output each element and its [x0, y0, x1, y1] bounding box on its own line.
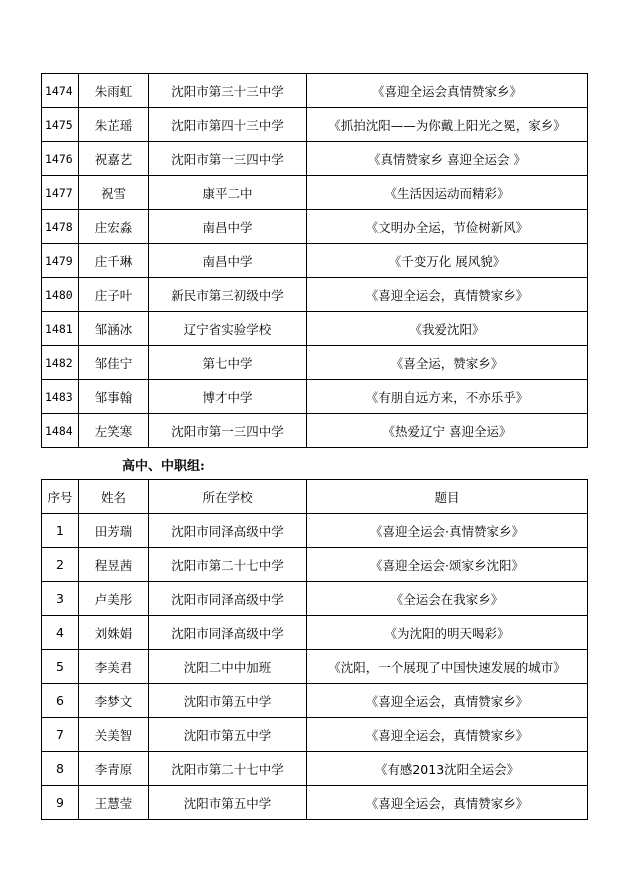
- cell-school: 沈阳市第五中学: [149, 718, 307, 752]
- table-row: [42, 414, 588, 448]
- cell-title: 《抓拍沈阳——为你戴上阳光之冕，家乡》: [307, 108, 588, 142]
- table-row: [42, 74, 588, 108]
- table-row: [42, 278, 588, 312]
- table-header-row: [42, 480, 588, 514]
- cell-name: 邹涵冰: [79, 312, 149, 346]
- cell-name: 祝嘉艺: [79, 142, 149, 176]
- cell-title: 《有感2013沈阳全运会》: [307, 752, 588, 786]
- cell-name: 邹佳宁: [79, 346, 149, 380]
- cell-school: 辽宁省实验学校: [149, 312, 307, 346]
- cell-title: 《喜迎全运会，真情赞家乡》: [307, 684, 588, 718]
- header-number: 序号: [42, 480, 79, 514]
- cell-number: 7: [42, 718, 79, 752]
- cell-title: 《为沈阳的明天喝彩》: [307, 616, 588, 650]
- cell-name: 邹事翰: [79, 380, 149, 414]
- table-row: [42, 582, 588, 616]
- cell-number: 3: [42, 582, 79, 616]
- cell-title: 《文明办全运，节俭树新风》: [307, 210, 588, 244]
- cell-school: 新民市第三初级中学: [149, 278, 307, 312]
- cell-number: 4: [42, 616, 79, 650]
- cell-title: 《喜迎全运会·真情赞家乡》: [307, 514, 588, 548]
- cell-name: 左笑寒: [79, 414, 149, 448]
- cell-number: 1475: [42, 108, 79, 142]
- cell-name: 庄千琳: [79, 244, 149, 278]
- cell-title: 《沈阳，一个展现了中国快速发展的城市》: [307, 650, 588, 684]
- cell-school: 沈阳市同泽高级中学: [149, 616, 307, 650]
- header-name: 姓名: [79, 480, 149, 514]
- cell-number: 1480: [42, 278, 79, 312]
- cell-number: 9: [42, 786, 79, 820]
- cell-school: 沈阳市第五中学: [149, 786, 307, 820]
- table-row: [42, 380, 588, 414]
- cell-title: 《喜迎全运会真情赞家乡》: [307, 74, 588, 108]
- cell-title: 《喜迎全运会，真情赞家乡》: [307, 278, 588, 312]
- table-row: [42, 108, 588, 142]
- table-row: [42, 786, 588, 820]
- cell-school: 沈阳市第一三四中学: [149, 414, 307, 448]
- cell-school: 博才中学: [149, 380, 307, 414]
- cell-title: 《有朋自远方来，不亦乐乎》: [307, 380, 588, 414]
- header-school: 所在学校: [149, 480, 307, 514]
- cell-number: 1474: [42, 74, 79, 108]
- table-row: [42, 312, 588, 346]
- cell-name: 王慧莹: [79, 786, 149, 820]
- cell-school: 沈阳市第一三四中学: [149, 142, 307, 176]
- table-row: [42, 650, 588, 684]
- cell-name: 关美智: [79, 718, 149, 752]
- cell-name: 田芳瑞: [79, 514, 149, 548]
- middle-school-award-table: [41, 73, 588, 448]
- table-row: [42, 142, 588, 176]
- cell-name: 李青原: [79, 752, 149, 786]
- cell-school: 沈阳市同泽高级中学: [149, 582, 307, 616]
- table-row: [42, 718, 588, 752]
- cell-name: 程昱茜: [79, 548, 149, 582]
- cell-number: 2: [42, 548, 79, 582]
- cell-number: 1479: [42, 244, 79, 278]
- cell-number: 1: [42, 514, 79, 548]
- cell-school: 沈阳二中中加班: [149, 650, 307, 684]
- table-row: [42, 514, 588, 548]
- cell-school: 沈阳市第二十七中学: [149, 548, 307, 582]
- cell-title: 《生活因运动而精彩》: [307, 176, 588, 210]
- cell-number: 6: [42, 684, 79, 718]
- cell-school: 沈阳市第三十三中学: [149, 74, 307, 108]
- cell-title: 《热爱辽宁 喜迎全运》: [307, 414, 588, 448]
- table-row: [42, 684, 588, 718]
- cell-name: 卢美彤: [79, 582, 149, 616]
- cell-school: 沈阳市第五中学: [149, 684, 307, 718]
- table-row: [42, 210, 588, 244]
- cell-number: 1481: [42, 312, 79, 346]
- cell-title: 《喜迎全运会，真情赞家乡》: [307, 786, 588, 820]
- cell-school: 沈阳市第四十三中学: [149, 108, 307, 142]
- cell-title: 《千变万化 展风貌》: [307, 244, 588, 278]
- cell-number: 5: [42, 650, 79, 684]
- cell-name: 庄子叶: [79, 278, 149, 312]
- cell-name: 李梦文: [79, 684, 149, 718]
- table-row: [42, 244, 588, 278]
- cell-name: 朱雨虹: [79, 74, 149, 108]
- cell-school: 沈阳市第二十七中学: [149, 752, 307, 786]
- cell-name: 祝雪: [79, 176, 149, 210]
- cell-school: 南昌中学: [149, 210, 307, 244]
- table-row: [42, 752, 588, 786]
- cell-number: 1484: [42, 414, 79, 448]
- cell-number: 1483: [42, 380, 79, 414]
- table-row: [42, 176, 588, 210]
- cell-title: 《喜全运，赞家乡》: [307, 346, 588, 380]
- cell-title: 《喜迎全运会·颂家乡沈阳》: [307, 548, 588, 582]
- cell-name: 李美君: [79, 650, 149, 684]
- cell-title: 《真情赞家乡 喜迎全运会 》: [307, 142, 588, 176]
- high-school-award-table: [41, 479, 588, 820]
- cell-number: 1482: [42, 346, 79, 380]
- cell-school: 沈阳市同泽高级中学: [149, 514, 307, 548]
- cell-number: 1476: [42, 142, 79, 176]
- section-title: 高中、中职组:: [122, 459, 205, 474]
- cell-number: 8: [42, 752, 79, 786]
- cell-number: 1477: [42, 176, 79, 210]
- cell-title: 《我爱沈阳》: [307, 312, 588, 346]
- cell-school: 南昌中学: [149, 244, 307, 278]
- cell-name: 庄宏淼: [79, 210, 149, 244]
- cell-school: 康平二中: [149, 176, 307, 210]
- cell-title: 《喜迎全运会，真情赞家乡》: [307, 718, 588, 752]
- table-row: [42, 548, 588, 582]
- cell-name: 刘姝娟: [79, 616, 149, 650]
- header-title: 题目: [307, 480, 588, 514]
- table-row: [42, 346, 588, 380]
- cell-number: 1478: [42, 210, 79, 244]
- cell-school: 第七中学: [149, 346, 307, 380]
- cell-name: 朱芷瑶: [79, 108, 149, 142]
- cell-title: 《全运会在我家乡》: [307, 582, 588, 616]
- table-row: [42, 616, 588, 650]
